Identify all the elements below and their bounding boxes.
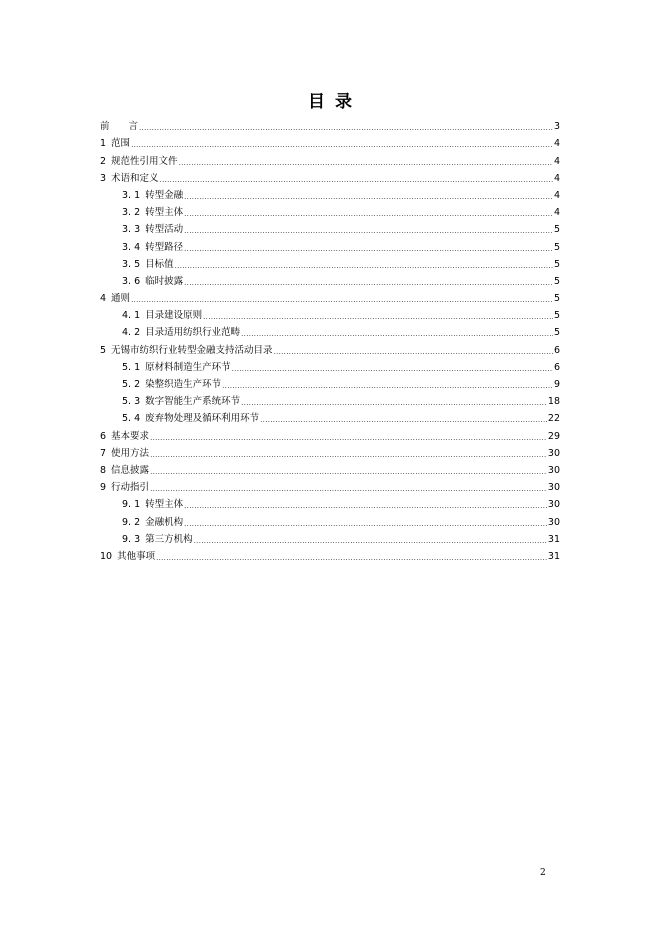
toc-dot-leader	[175, 261, 553, 271]
toc-entry-label	[122, 396, 240, 408]
toc-entry-page: 22	[547, 413, 560, 425]
toc-dot-leader	[156, 553, 547, 563]
toc-entry-number: 10	[100, 550, 113, 562]
toc-entry-number: 3. 1	[122, 189, 141, 201]
toc-entry-label	[100, 156, 178, 168]
toc-entry-text: 前 言	[100, 121, 139, 133]
toc-entry-number: 2	[100, 155, 107, 167]
toc-entry[interactable]	[100, 494, 560, 511]
toc-entry[interactable]	[100, 116, 560, 133]
toc-dot-leader	[194, 536, 547, 546]
toc-entry-page: 4	[553, 155, 560, 167]
toc-entry-page: 3	[553, 121, 560, 133]
toc-entry[interactable]	[100, 133, 560, 150]
toc-entry-label	[122, 327, 240, 339]
toc-entry-text: 范围	[111, 138, 131, 150]
toc-entry-label	[122, 379, 221, 391]
toc-entry[interactable]	[100, 460, 560, 477]
toc-entry-number: 4. 1	[122, 310, 141, 322]
toc-entry-label	[122, 207, 183, 219]
toc-entry[interactable]	[100, 219, 560, 236]
toc-entry-text: 染整织造生产环节	[145, 379, 222, 390]
toc-entry-number: 3. 3	[122, 224, 141, 236]
toc-entry-page: 29	[547, 430, 560, 442]
toc-dot-leader	[139, 123, 553, 133]
toc-entry-text: 使用方法	[111, 447, 150, 459]
toc-entry-text: 目录适用纺织行业范畴	[145, 327, 241, 339]
toc-entry[interactable]	[100, 443, 560, 460]
toc-entry[interactable]	[100, 511, 560, 528]
toc-dot-leader	[184, 519, 547, 529]
toc-entry[interactable]	[100, 546, 560, 563]
toc-entry-label	[122, 259, 174, 271]
toc-dot-leader	[150, 433, 547, 443]
toc-entry[interactable]	[100, 339, 560, 356]
toc-entry-label	[100, 482, 149, 494]
toc-entry-page: 5	[553, 241, 560, 253]
toc-dot-leader	[184, 244, 553, 254]
toc-title: 目 录	[308, 92, 354, 112]
toc-entry-text: 原材料制造生产环节	[145, 361, 231, 373]
toc-entry[interactable]	[100, 254, 560, 271]
toc-entry[interactable]	[100, 236, 560, 253]
toc-entry-page: 6	[553, 361, 560, 373]
toc-entry-page: 6	[553, 344, 560, 356]
toc-entry-label	[100, 431, 149, 443]
toc-entry[interactable]	[100, 305, 560, 322]
toc-entry-number: 7	[100, 447, 107, 459]
toc-entry-text: 数字智能生产系统环节	[145, 396, 241, 408]
toc-entry-page: 4	[553, 172, 560, 184]
toc-dot-leader	[150, 484, 547, 494]
toc-entry-number: 9. 2	[122, 516, 141, 528]
toc-entry-number: 5. 1	[122, 361, 141, 373]
toc-entry-label	[122, 276, 183, 288]
toc-entry-label	[122, 413, 259, 425]
toc-entry[interactable]	[100, 150, 560, 167]
toc-entry-number: 5	[100, 344, 107, 356]
toc-entry-label	[122, 224, 183, 236]
toc-dot-leader	[160, 175, 553, 185]
toc-entry-text: 转型活动	[145, 224, 184, 236]
toc-entry-page: 9	[553, 379, 560, 390]
toc-entry-text: 金融机构	[145, 516, 184, 528]
toc-entry[interactable]	[100, 374, 560, 391]
toc-entry[interactable]	[100, 185, 560, 202]
toc-entry-page: 30	[547, 516, 560, 528]
toc-entry[interactable]	[100, 288, 560, 305]
toc-entry-number: 6	[100, 430, 107, 442]
toc-entry-text: 临时披露	[145, 275, 184, 287]
toc-entry-page: 18	[547, 396, 560, 408]
toc-entry-text: 信息披露	[111, 464, 150, 476]
toc-entry[interactable]	[100, 391, 560, 408]
toc-dot-leader	[131, 295, 553, 305]
toc-dot-leader	[232, 364, 553, 374]
toc-dot-leader	[222, 381, 553, 391]
toc-entry-number: 3	[100, 172, 107, 184]
toc-entry[interactable]	[100, 168, 560, 185]
toc-dot-leader	[203, 312, 553, 322]
toc-entry-page: 31	[547, 533, 560, 545]
toc-entry[interactable]	[100, 357, 560, 374]
toc-entry-page: 30	[547, 464, 560, 476]
toc-entry-text: 目标值	[145, 258, 174, 270]
toc-entry[interactable]	[100, 408, 560, 425]
toc-entry-page: 4	[553, 138, 560, 150]
toc-entry[interactable]	[100, 477, 560, 494]
toc-dot-leader	[241, 329, 553, 339]
toc-entry-number: 5. 2	[122, 379, 141, 390]
page-number: 2	[540, 868, 546, 878]
toc-entry-page: 5	[553, 258, 560, 270]
toc-entry-text: 术语和定义	[111, 172, 159, 184]
toc-entry-label	[122, 517, 183, 529]
toc-dot-leader	[184, 226, 553, 236]
toc-entry-number: 3. 4	[122, 241, 141, 253]
toc-dot-leader	[184, 209, 553, 219]
toc-entry-page: 4	[553, 189, 560, 201]
toc-entry-label	[100, 448, 149, 460]
toc-entry-text: 基本要求	[111, 430, 150, 442]
toc-entry-number: 3. 2	[122, 207, 141, 219]
toc-entry-label	[122, 362, 231, 374]
table-of-contents	[100, 116, 560, 563]
toc-entry-number: 9	[100, 482, 107, 494]
toc-dot-leader	[260, 415, 547, 425]
toc-entry-number: 1	[100, 138, 107, 150]
toc-entry-page: 5	[553, 224, 560, 236]
toc-entry[interactable]	[100, 529, 560, 546]
toc-dot-leader	[241, 398, 547, 408]
toc-dot-leader	[184, 192, 553, 202]
toc-entry-text: 无锡市纺织行业转型金融支持活动目录	[111, 344, 273, 356]
toc-dot-leader	[131, 140, 553, 150]
toc-entry-number: 8	[100, 464, 107, 476]
toc-entry-text: 规范性引用文件	[111, 155, 178, 167]
toc-dot-leader	[150, 450, 547, 460]
toc-entry-label	[122, 534, 193, 546]
toc-entry[interactable]	[100, 425, 560, 442]
toc-entry-label	[122, 310, 202, 322]
toc-entry-page: 30	[547, 499, 560, 511]
toc-entry-label	[100, 138, 130, 150]
toc-entry-text: 行动指引	[111, 482, 150, 494]
toc-dot-leader	[274, 347, 553, 357]
toc-entry-number: 9. 1	[122, 499, 141, 511]
toc-entry-number: 9. 3	[122, 533, 141, 545]
toc-entry-page: 5	[553, 275, 560, 287]
toc-entry-page: 5	[553, 293, 560, 305]
toc-entry-page: 4	[553, 207, 560, 219]
toc-entry-text: 转型路径	[145, 241, 184, 253]
toc-entry-number: 3. 6	[122, 275, 141, 287]
toc-entry-label	[100, 345, 273, 357]
toc-entry-page: 30	[547, 447, 560, 459]
toc-entry-text: 转型主体	[145, 499, 184, 511]
toc-entry-label	[100, 121, 138, 133]
toc-entry-text: 通则	[111, 293, 131, 305]
toc-entry-number: 4. 2	[122, 327, 141, 339]
toc-entry-text: 转型主体	[145, 207, 184, 219]
toc-entry-text: 转型金融	[145, 189, 184, 201]
toc-entry[interactable]	[100, 202, 560, 219]
toc-entry-number: 5. 3	[122, 396, 141, 408]
toc-entry-label	[122, 499, 183, 511]
toc-entry-page: 30	[547, 482, 560, 494]
toc-entry-label	[122, 190, 183, 202]
toc-entry[interactable]	[100, 271, 560, 288]
toc-entry-page: 5	[553, 310, 560, 322]
toc-entry-label	[100, 293, 130, 305]
toc-entry-number: 3. 5	[122, 258, 141, 270]
toc-dot-leader	[184, 278, 553, 288]
toc-entry-page: 31	[547, 550, 560, 562]
toc-entry-page: 5	[553, 327, 560, 339]
toc-entry-label	[100, 465, 149, 477]
toc-entry-label	[100, 551, 155, 563]
toc-dot-leader	[150, 467, 547, 477]
toc-entry-text: 其他事项	[117, 550, 156, 562]
toc-entry-text: 废弃物处理及循环利用环节	[145, 413, 260, 425]
toc-entry-text: 第三方机构	[145, 533, 193, 545]
toc-entry-number: 4	[100, 293, 107, 305]
toc-entry-label	[100, 173, 159, 185]
toc-entry-number: 5. 4	[122, 413, 141, 425]
toc-dot-leader	[184, 501, 547, 511]
toc-dot-leader	[179, 158, 553, 168]
toc-entry-text: 目录建设原则	[145, 310, 203, 322]
toc-entry-label	[122, 242, 183, 254]
toc-entry[interactable]	[100, 322, 560, 339]
